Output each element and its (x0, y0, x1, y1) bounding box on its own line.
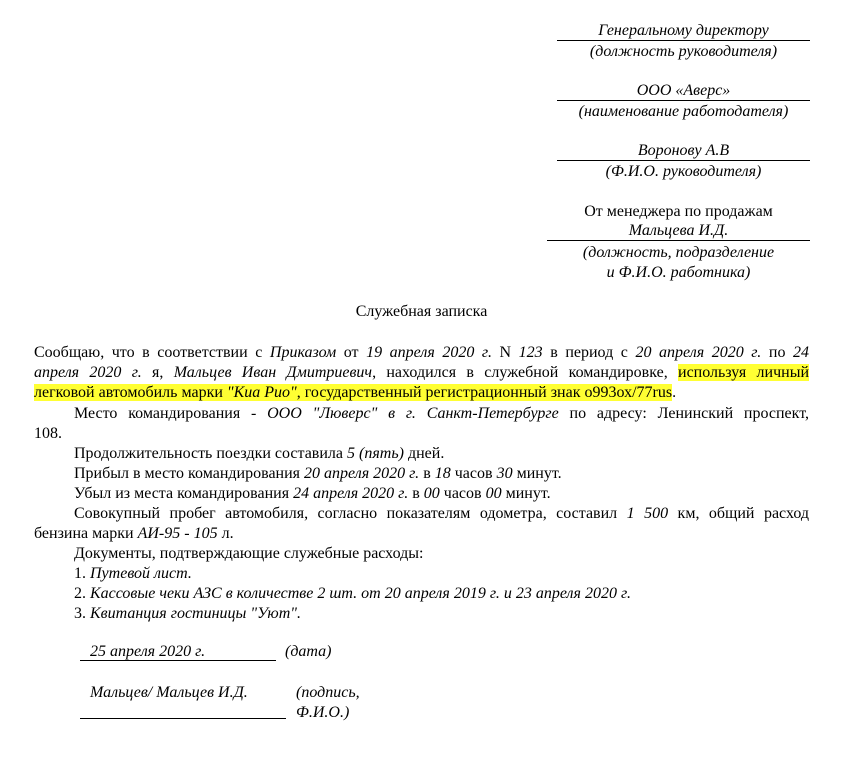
p2-line-2: 108. (34, 425, 62, 442)
director-name-line (557, 160, 810, 161)
company-name: ООО «Аверс» (636, 82, 731, 99)
director-caption: (должность руководителя) (589, 43, 778, 60)
p1-line-3: легковой автомобиль марки "Киа Рио", государственный регистрационный знак о993ох/77rus. (34, 384, 677, 401)
footer-date-caption: (дата) (285, 643, 332, 660)
document-title: Служебная записка (355, 303, 488, 320)
company-caption: (наименование работодателя) (578, 103, 789, 120)
from-line: От менеджера по продажам (584, 203, 773, 220)
docs-intro: Документы, подтверждающие служебные расходы: (74, 545, 424, 562)
footer-signature-line (80, 718, 286, 719)
doc-item-2: 2. Кассовые чеки АЗС в количестве 2 шт. от 20 апреля 2019 г. и 23 апреля 2020 г. (74, 585, 631, 602)
doc-item-3: 3. Квитанция гостиницы "Уют". (74, 605, 301, 622)
director-title: Генеральному директору (598, 22, 769, 39)
footer-signature-value: Мальцев/ Мальцев И.Д. (90, 684, 248, 701)
from-name: Мальцева И.Д. (628, 222, 729, 239)
p4-arrival: Прибыл в место командирования 20 апреля 2020 г. в 18 часов 30 минут. (74, 465, 562, 482)
director-title-line (557, 40, 810, 41)
company-line (557, 100, 810, 101)
p1-line-2: апреля 2020 г. я, Мальцев Иван Дмитриевич, находился в служебной командировке, используя личный (34, 364, 810, 381)
p6-line-2: бензина марки АИ-95 - 105 л. (34, 525, 234, 542)
doc-item-1: 1. Путевой лист. (74, 565, 192, 582)
footer-date-line (80, 660, 276, 661)
p3-duration: Продолжительность поездки составила 5 (пять) дней. (74, 445, 445, 462)
p2-line-1: Место командирования - ООО "Люверс" в г. Санкт-Петербурге по адресу: Ленинский проспект, (74, 405, 810, 422)
from-name-line (547, 240, 810, 241)
footer-signature-caption-1: (подпись, (296, 684, 360, 701)
footer-signature-caption-2: Ф.И.О.) (296, 704, 350, 721)
director-name-caption: (Ф.И.О. руководителя) (605, 163, 762, 180)
director-name: Воронову А.В (637, 142, 730, 159)
footer-date-value: 25 апреля 2020 г. (90, 643, 206, 660)
from-caption-1: (должность, подразделение (582, 244, 775, 261)
p6-line-1: Совокупный пробег автомобиля, согласно показателям одометра, составил 1 500 км, общий расход (74, 505, 810, 522)
from-caption-2: и Ф.И.О. работника) (606, 264, 751, 281)
p1-line-1: Сообщаю, что в соответствии с Приказом от 19 апреля 2020 г. N 123 в период с 20 апреля 2020 г. по 24 (34, 344, 810, 361)
p5-departure: Убыл из места командирования 24 апреля 2020 г. в 00 часов 00 минут. (74, 485, 551, 502)
